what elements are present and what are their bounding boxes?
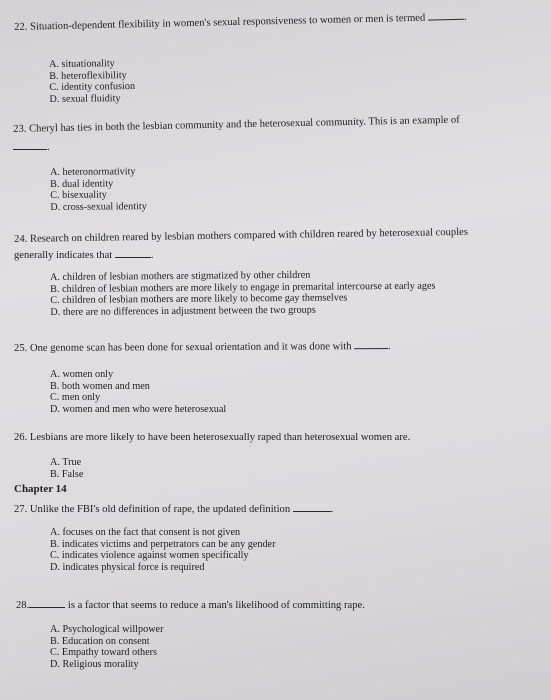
options-22 xyxy=(49,58,135,105)
answer-blank xyxy=(428,10,464,21)
option-d: D. cross-sexual identity xyxy=(50,200,147,213)
options-23 xyxy=(50,166,147,213)
option-c: C. Empathy toward others xyxy=(50,647,157,659)
option-c: C. indicates violence against women specifically xyxy=(50,550,249,562)
options-27 xyxy=(50,527,275,573)
options-28 xyxy=(50,624,163,670)
question-number: 23. xyxy=(13,123,27,135)
option-b: B. children of lesbian mothers are more likely to engage in premarital intercourse at early ages xyxy=(50,280,436,295)
question-23 xyxy=(13,114,460,136)
option-b: B. Education on consent xyxy=(50,635,150,647)
option-b: B. both women and men xyxy=(50,380,150,392)
option-d: D. there are no differences in adjustment between the two groups xyxy=(50,304,316,318)
option-b: B. heteroflexibility xyxy=(49,69,127,82)
option-c: C. bisexuality xyxy=(50,189,107,202)
question-28 xyxy=(16,598,365,612)
option-a: A. women only xyxy=(50,369,114,380)
options-26 xyxy=(50,457,83,480)
option-a: A. True xyxy=(50,457,82,468)
question-number: 25. xyxy=(14,342,28,354)
option-c: C. men only xyxy=(50,392,101,404)
options-25 xyxy=(50,369,226,415)
question-end: . xyxy=(388,341,391,353)
option-b: B. False xyxy=(50,468,84,480)
option-d: D. sexual fluidity xyxy=(49,92,121,105)
question-text-cont: generally indicates that xyxy=(14,250,113,261)
option-d: D. Religious morality xyxy=(50,658,139,670)
question-number: 26. xyxy=(14,432,28,443)
question-end: . xyxy=(150,250,154,261)
question-24 xyxy=(14,226,468,246)
question-number: 28. xyxy=(16,600,30,611)
option-c: C. identity confusion xyxy=(49,81,136,94)
option-a: A. heteronormativity xyxy=(50,166,136,178)
question-text: Lesbians are more likely to have been heterosexually raped than heterosexual women are. xyxy=(29,432,411,443)
question-text: Research on children reared by lesbian mothers compared with children reared by heterosexual couples xyxy=(29,226,469,245)
question-text: One genome scan has been done for sexual orientation and it was done with xyxy=(29,341,352,354)
question-text: is a factor that seems to reduce a man's likelihood of committing rape. xyxy=(67,600,365,611)
answer-blank xyxy=(29,598,65,608)
question-text: Situation-dependent flexibility in women's sexual responsiveness to women or men is termed xyxy=(29,12,426,33)
options-24 xyxy=(50,269,436,319)
question-end: . xyxy=(463,11,467,23)
question-text: Cheryl has ties in both the lesbian community and the heterosexual community. This is an example of xyxy=(28,114,460,135)
option-b: B. dual identity xyxy=(50,178,114,190)
question-number: 24. xyxy=(14,233,28,245)
answer-blank xyxy=(115,248,151,258)
question-22 xyxy=(14,10,467,34)
question-27 xyxy=(14,502,333,516)
option-a: A. focuses on the fact that consent is not given xyxy=(50,527,241,538)
chapter-heading: Chapter 14 xyxy=(14,483,67,495)
answer-blank xyxy=(293,502,331,512)
option-a: A. situationality xyxy=(49,58,115,70)
question-24-line2 xyxy=(14,248,154,262)
option-d: D. indicates physical force is required xyxy=(50,561,205,573)
question-23-line2 xyxy=(13,140,50,154)
option-b: B. indicates victims and perpetrators can be any gender xyxy=(50,538,276,550)
question-text: Unlike the FBI's old definition of rape, the updated definition xyxy=(29,504,291,515)
option-a: A. children of lesbian mothers are stigmatized by other children xyxy=(50,269,311,283)
question-end: . xyxy=(330,504,334,515)
question-number: 22. xyxy=(14,21,28,33)
option-a: A. Psychological willpower xyxy=(50,624,164,635)
answer-blank xyxy=(354,339,388,349)
question-26 xyxy=(14,431,410,444)
option-c: C. children of lesbian mothers are more likely to become gay themselves xyxy=(50,292,348,307)
question-end: . xyxy=(47,142,50,153)
answer-blank xyxy=(13,140,47,150)
question-number: 27. xyxy=(14,504,28,515)
question-25 xyxy=(14,339,391,355)
option-d: D. women and men who were heterosexual xyxy=(50,403,227,415)
